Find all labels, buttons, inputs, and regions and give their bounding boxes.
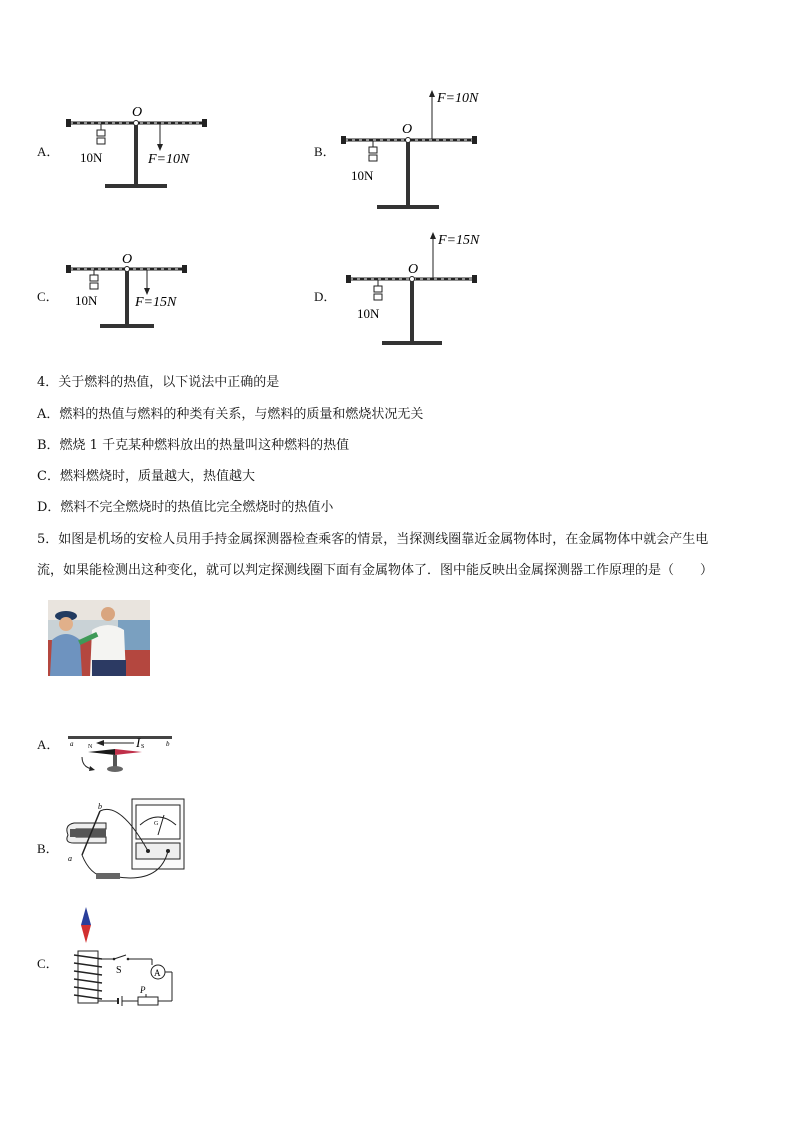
- compass-needle-icon: [78, 905, 94, 945]
- weight-label: 10N: [357, 306, 380, 321]
- option-b-label: B．: [314, 144, 336, 159]
- question-4-option-a: A．燃料的热值与燃料的种类有关系，与燃料的质量和燃烧状况无关: [37, 407, 424, 422]
- question-4-option-b: B．燃烧 1 千克某种燃料放出的热量叫这种燃料的热值: [37, 438, 350, 453]
- question-5-option-c-label: C．: [37, 956, 59, 971]
- svg-text:b: b: [166, 740, 170, 748]
- option-c-label: C．: [37, 289, 59, 304]
- force-label: F=10N: [148, 152, 190, 167]
- svg-text:a: a: [70, 740, 74, 748]
- svg-text:b: b: [98, 802, 102, 811]
- question-5-stem-line1: 5．如图是机场的安检人员用手持金属探测器检查乘客的情景，当探测线圈靠近金属物体时，在金属物体中就会产生电: [37, 532, 709, 547]
- pivot-label: O: [122, 252, 133, 267]
- weight-label: 10N: [75, 293, 98, 308]
- force-label: F=10N: [437, 91, 479, 106]
- question-4-option-d: D．燃料不完全燃烧时的热值比完全燃烧时的热值小: [37, 500, 334, 515]
- question-4-stem: 4．关于燃料的热值，以下说法中正确的是: [37, 375, 280, 390]
- pivot-label: O: [408, 262, 419, 277]
- option-d-label: D．: [314, 289, 337, 304]
- question-5-option-a-label: A．: [37, 737, 60, 752]
- electromagnetic-induction-diagram: [60, 795, 190, 890]
- svg-text:P: P: [140, 985, 146, 995]
- force-label: F=15N: [438, 233, 480, 248]
- security-check-photo: [48, 600, 150, 676]
- pivot-label: O: [402, 122, 413, 137]
- svg-text:S: S: [141, 744, 145, 750]
- question-5-stem-line2: 流，如果能检测出这种变化，就可以判定探测线圈下面有金属物体了．图中能反映出金属探测器工作原理的是（ ）: [37, 563, 714, 578]
- pivot-label: O: [132, 105, 143, 120]
- question-4-option-c: C．燃料燃烧时，质量越大，热值越大: [37, 469, 255, 484]
- svg-text:A: A: [154, 968, 161, 978]
- lever-diagram-b: [335, 82, 495, 217]
- force-label: F=15N: [135, 295, 177, 310]
- lever-diagram-d: [340, 228, 500, 353]
- svg-text:a: a: [68, 854, 72, 863]
- svg-text:G: G: [154, 821, 159, 827]
- lever-diagram-a: [60, 98, 220, 198]
- weight-label: 10N: [351, 168, 374, 183]
- option-a-label: A．: [37, 144, 60, 159]
- electromagnet-circuit-diagram: [68, 945, 188, 1010]
- svg-text:N: N: [88, 744, 93, 750]
- svg-text:I: I: [136, 736, 141, 750]
- svg-text:S: S: [116, 965, 122, 976]
- current-arrow: [92, 736, 152, 750]
- weight-label: 10N: [80, 150, 103, 165]
- lever-diagram-c: [60, 250, 210, 335]
- question-5-option-b-label: B．: [37, 841, 59, 856]
